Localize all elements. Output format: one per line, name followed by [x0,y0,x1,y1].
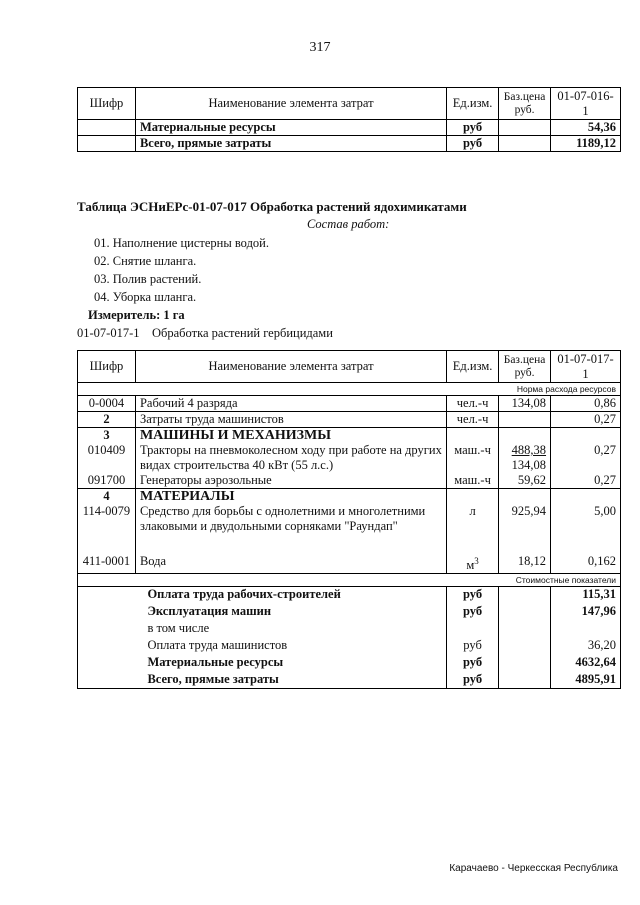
totals-row [78,672,621,689]
row-value: 0,162 [551,554,621,574]
cost-label: Стоимостные показатели [78,574,621,587]
norm-label: Норма расхода ресурсов [78,383,621,396]
row-unit: чел.-ч [447,396,499,412]
row-price: 134,08 [499,396,551,412]
row-name: Генераторы аэрозольные [135,473,446,489]
work-step: 04. Уборка шланга. [94,290,197,304]
totals-row [78,621,621,638]
totals-row [78,587,621,604]
total-name: Оплата труда рабочих-строителей [135,587,446,604]
row-price: 18,12 [499,554,551,574]
row-name: Тракторы на пневмоколесном ходу при работе на других видах строительства 40 кВт (55 л.с.) [135,443,446,473]
totals-row [78,655,621,672]
total-unit: руб [447,587,499,604]
total-name: Материальные ресурсы [135,655,446,672]
table-row [78,120,621,136]
table-row [78,396,621,412]
total-value: 36,20 [551,638,621,655]
col-unit-header: Ед.изм. [447,88,499,120]
row-code: 010409 [78,443,136,473]
row-name: Затраты труда машинистов [135,412,446,428]
row-price-secondary: 134,08 [511,458,547,472]
row-value: 54,36 [551,120,621,136]
section-title: Таблица ЭСНиЕРс-01-07-017 Обработка растений ядохимикатами [77,199,467,214]
page-number: 317 [309,40,331,55]
row-code: 3 [78,428,136,444]
row-code: 4 [78,489,136,505]
row-unit: чел.-ч [447,412,499,428]
row-code: 091700 [78,473,136,489]
section-subtitle: Состав работ: [307,217,390,231]
row-value: 0,86 [551,396,621,412]
table-row [78,412,621,428]
table-row [78,136,621,152]
total-unit: руб [447,638,499,655]
row-name: Всего, прямые затраты [135,136,446,152]
item-name: Обработка растений гербицидами [152,326,333,340]
table-row [78,473,621,489]
table-row [78,554,621,574]
row-unit: м [466,558,475,573]
row-value: 0,27 [551,412,621,428]
total-value: 115,31 [551,587,621,604]
total-unit: руб [447,604,499,621]
table-row [78,489,621,505]
col-value-header: 01-07-016-1 [551,88,621,120]
col-name-header: Наименование элемента затрат [135,351,446,383]
row-code: 411-0001 [78,554,136,574]
totals-row [78,638,621,655]
row-unit: маш.-ч [447,443,499,473]
summary-table-prev [77,87,621,152]
total-name: Всего, прямые затраты [135,672,446,689]
row-value: 0,27 [551,443,621,473]
col-unit-header: Ед.изм. [447,351,499,383]
section-heading: МАТЕРИАЛЫ [135,489,446,505]
row-code: 2 [78,412,136,428]
total-unit [447,621,499,638]
table-row [78,504,621,554]
col-price-header: Баз.цена руб. [499,88,551,120]
row-name: Рабочий 4 разряда [135,396,446,412]
row-unit: руб [447,136,499,152]
row-price: 925,94 [499,504,551,554]
table-row [78,428,621,444]
item-code: 01-07-017-1 [77,326,140,340]
row-code: 0-0004 [78,396,136,412]
row-price: 59,62 [499,473,551,489]
totals-row [78,604,621,621]
row-value: 1189,12 [551,136,621,152]
col-code-header: Шифр [78,88,136,120]
col-price-header: Баз.цена руб. [499,351,551,383]
section-heading: МАШИНЫ И МЕХАНИЗМЫ [135,428,446,444]
row-name: Материальные ресурсы [135,120,446,136]
row-unit: руб [447,120,499,136]
col-value-header: 01-07-017-1 [551,351,621,383]
row-value: 0,27 [551,473,621,489]
total-value: 4632,64 [551,655,621,672]
row-unit-sup: 3 [474,556,479,566]
row-name: Вода [135,554,446,574]
total-value: 4895,91 [551,672,621,689]
footer-region: Карачаево - Черкесская Республика [449,863,618,874]
col-name-header: Наименование элемента затрат [135,88,446,120]
total-name: Эксплуатация машин [135,604,446,621]
total-name: Оплата труда машинистов [135,638,446,655]
row-name: Средство для борьбы с однолетними и многолетними злаковыми и двудольными сорняками "Раундап" [135,504,446,554]
row-unit: маш.-ч [447,473,499,489]
row-value: 5,00 [551,504,621,554]
work-step: 01. Наполнение цистерны водой. [94,236,269,250]
work-step: 03. Полив растений. [94,272,202,286]
meter: Измеритель: 1 га [88,308,185,322]
total-unit: руб [447,655,499,672]
work-step: 02. Снятие шланга. [94,254,197,268]
resource-table [77,350,621,689]
total-name: в том числе [135,621,446,638]
total-unit: руб [447,672,499,689]
table-row [78,443,621,473]
total-value [551,621,621,638]
row-price [499,412,551,428]
col-code-header: Шифр [78,351,136,383]
row-code: 114-0079 [78,504,136,554]
total-value: 147,96 [551,604,621,621]
row-price: 488,38 [511,443,547,457]
row-unit: л [447,504,499,554]
